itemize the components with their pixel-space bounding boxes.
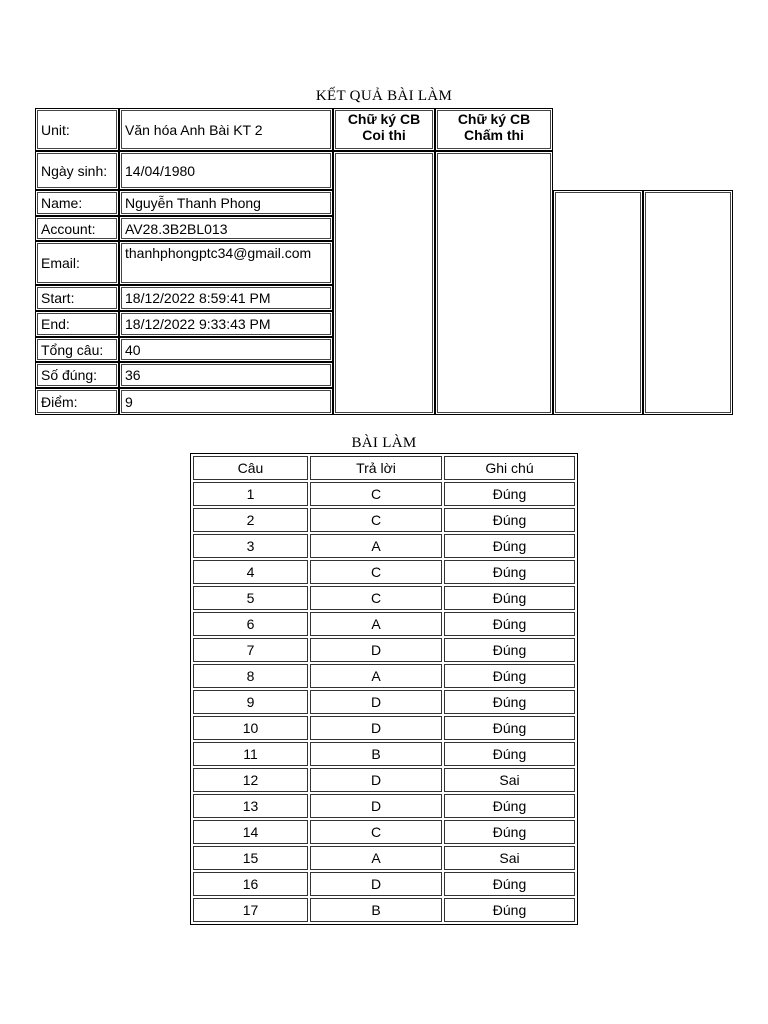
question-number-cell: 17: [193, 898, 308, 922]
answers-title: BÀI LÀM: [351, 435, 417, 451]
answer-cell: A: [310, 846, 442, 870]
end-label: End:: [35, 311, 119, 337]
note-cell: Đúng: [444, 898, 575, 922]
question-number-cell: 9: [193, 690, 308, 714]
email-label: Email:: [35, 241, 119, 285]
table-row: [193, 742, 575, 766]
answer-cell: D: [310, 690, 442, 714]
header-answer: Trả lời: [310, 456, 442, 480]
answer-cell: C: [310, 482, 442, 506]
proctor-signature-line2: Coi thi: [362, 127, 406, 143]
account-label: Account:: [35, 216, 119, 241]
note-cell: Đúng: [444, 690, 575, 714]
question-number-cell: 11: [193, 742, 308, 766]
note-cell: Đúng: [444, 586, 575, 610]
note-cell: Đúng: [444, 820, 575, 844]
start-value: 18/12/2022 8:59:41 PM: [119, 285, 333, 311]
birthdate-label: Ngày sinh:: [35, 151, 119, 190]
answer-cell: A: [310, 534, 442, 558]
answer-cell: C: [310, 508, 442, 532]
proctor-signature-line1: Chữ ký CB: [347, 111, 421, 127]
question-number-cell: 15: [193, 846, 308, 870]
unit-label: Unit:: [35, 108, 119, 151]
correct-count-value: 36: [119, 362, 333, 388]
table-row: [193, 508, 575, 532]
table-row: [193, 846, 575, 870]
table-row: [193, 612, 575, 636]
answers-table: [190, 453, 578, 925]
table-row: [193, 690, 575, 714]
answer-cell: C: [310, 560, 442, 584]
answer-cell: B: [310, 898, 442, 922]
table-row: [193, 638, 575, 662]
answer-cell: C: [310, 586, 442, 610]
answer-cell: A: [310, 664, 442, 688]
answer-cell: C: [310, 820, 442, 844]
header-question: Câu: [193, 456, 308, 480]
note-cell: Đúng: [444, 534, 575, 558]
note-cell: Đúng: [444, 742, 575, 766]
extra-signature-box-2: [643, 190, 733, 415]
note-cell: Đúng: [444, 794, 575, 818]
table-row: [193, 898, 575, 922]
table-row: [193, 872, 575, 896]
question-number-cell: 5: [193, 586, 308, 610]
question-number-cell: 10: [193, 716, 308, 740]
grader-signature-line1: Chữ ký CB: [457, 111, 531, 127]
table-row: [193, 560, 575, 584]
question-number-cell: 8: [193, 664, 308, 688]
end-value: 18/12/2022 9:33:43 PM: [119, 311, 333, 337]
table-row: [193, 794, 575, 818]
birthdate-value: 14/04/1980: [119, 151, 333, 190]
note-cell: Đúng: [444, 482, 575, 506]
name-label: Name:: [35, 190, 119, 216]
question-number-cell: 3: [193, 534, 308, 558]
extra-signature-box-1: [553, 190, 643, 415]
question-number-cell: 4: [193, 560, 308, 584]
question-number-cell: 1: [193, 482, 308, 506]
table-row: [193, 586, 575, 610]
table-row: [193, 534, 575, 558]
total-questions-value: 40: [119, 337, 333, 362]
correct-count-label: Số đúng:: [35, 362, 119, 388]
proctor-signature-box: [333, 151, 435, 415]
answer-cell: D: [310, 794, 442, 818]
question-number-cell: 13: [193, 794, 308, 818]
grader-signature-line2: Chấm thi: [464, 127, 524, 143]
table-row: [193, 664, 575, 688]
score-label: Điểm:: [35, 388, 119, 415]
answer-cell: B: [310, 742, 442, 766]
unit-value: Văn hóa Anh Bài KT 2: [119, 108, 333, 151]
table-row: [193, 768, 575, 792]
answer-cell: D: [310, 872, 442, 896]
table-row: [193, 820, 575, 844]
note-cell: Đúng: [444, 872, 575, 896]
proctor-signature-header: [333, 108, 435, 151]
note-cell: Đúng: [444, 716, 575, 740]
total-questions-label: Tổng câu:: [35, 337, 119, 362]
note-cell: Sai: [444, 768, 575, 792]
grader-signature-box: [435, 151, 553, 415]
header-note: Ghi chú: [444, 456, 575, 480]
email-value: thanhphongptc34@gmail.com: [119, 241, 333, 285]
account-value: AV28.3B2BL013: [119, 216, 333, 241]
note-cell: Đúng: [444, 638, 575, 662]
answer-cell: D: [310, 638, 442, 662]
note-cell: Đúng: [444, 612, 575, 636]
question-number-cell: 16: [193, 872, 308, 896]
grader-signature-header: [435, 108, 553, 151]
start-label: Start:: [35, 285, 119, 311]
answer-cell: D: [310, 716, 442, 740]
question-number-cell: 2: [193, 508, 308, 532]
note-cell: Đúng: [444, 560, 575, 584]
question-number-cell: 6: [193, 612, 308, 636]
note-cell: Đúng: [444, 508, 575, 532]
answers-header-row: [193, 456, 575, 480]
note-cell: Sai: [444, 846, 575, 870]
answer-cell: D: [310, 768, 442, 792]
note-cell: Đúng: [444, 664, 575, 688]
result-title: KẾT QUẢ BÀI LÀM: [315, 88, 453, 104]
answer-cell: A: [310, 612, 442, 636]
table-row: [193, 716, 575, 740]
question-number-cell: 7: [193, 638, 308, 662]
question-number-cell: 12: [193, 768, 308, 792]
score-value: 9: [119, 388, 333, 415]
question-number-cell: 14: [193, 820, 308, 844]
name-value: Nguyễn Thanh Phong: [119, 190, 333, 216]
table-row: [193, 482, 575, 506]
